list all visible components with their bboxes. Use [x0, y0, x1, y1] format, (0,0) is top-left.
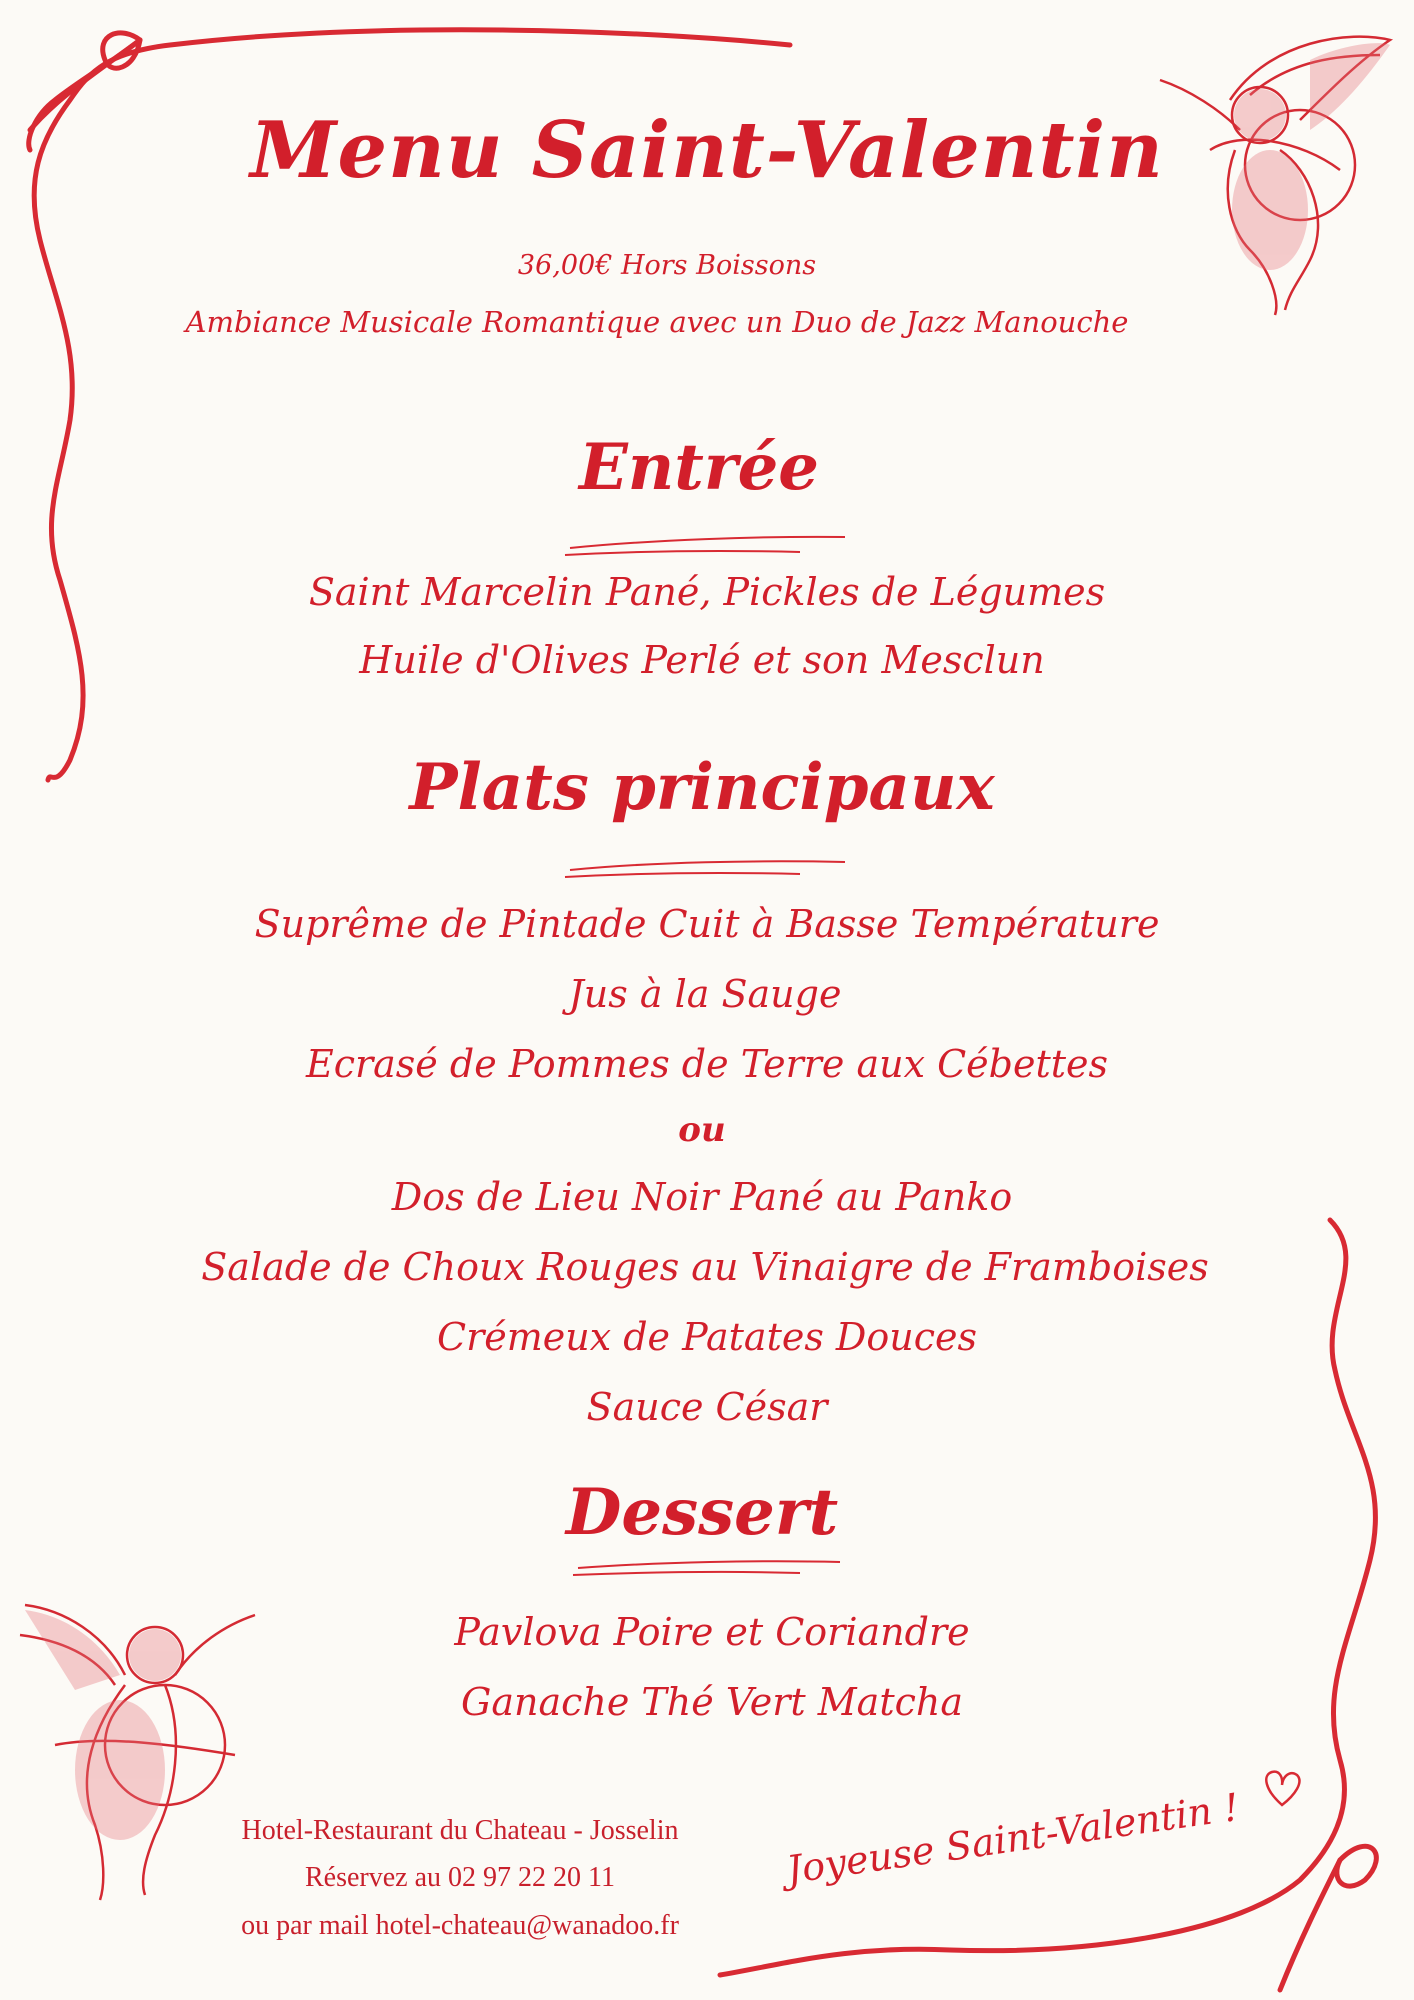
plat-item-7: Sauce César [586, 1385, 828, 1429]
plat-item-6: Crémeux de Patates Douces [437, 1315, 977, 1359]
plat-item-2: Jus à la Sauge [568, 972, 842, 1016]
section-heading-entree: Entrée [578, 430, 820, 505]
menu-title: Menu Saint-Valentin [250, 105, 1164, 196]
plat-item-4: Dos de Lieu Noir Pané au Panko [391, 1175, 1013, 1219]
plat-item-5: Salade de Choux Rouges au Vinaigre de Framboises [201, 1245, 1209, 1289]
dessert-item-1: Pavlova Poire et Coriandre [454, 1610, 970, 1654]
section-heading-plats: Plats principaux [409, 750, 995, 825]
price-text: 36,00€ Hors Boissons [517, 250, 817, 281]
closing-greeting: Joyeuse Saint-Valentin ! [783, 1784, 1242, 1892]
or-separator: ou [678, 1110, 726, 1150]
footer-email: ou par mail hotel-chateau@wanadoo.fr [241, 1910, 679, 1941]
footer-restaurant-name: Hotel-Restaurant du Chateau - Josselin [241, 1815, 679, 1846]
entree-item-2: Huile d'Olives Perlé et son Mesclun [359, 638, 1045, 682]
plat-item-1: Suprême de Pintade Cuit à Basse Température [254, 902, 1160, 946]
dessert-item-2: Ganache Thé Vert Matcha [460, 1680, 964, 1724]
plat-item-3: Ecrasé de Pommes de Terre aux Cébettes [305, 1042, 1109, 1086]
footer-phone: Réservez au 02 97 22 20 11 [305, 1862, 615, 1893]
section-heading-dessert: Dessert [565, 1475, 839, 1550]
ambiance-text: Ambiance Musicale Romantique avec un Duo de Jazz Manouche [185, 305, 1129, 339]
entree-item-1: Saint Marcelin Pané, Pickles de Légumes [308, 570, 1106, 614]
heart-icon [1266, 1772, 1299, 1805]
